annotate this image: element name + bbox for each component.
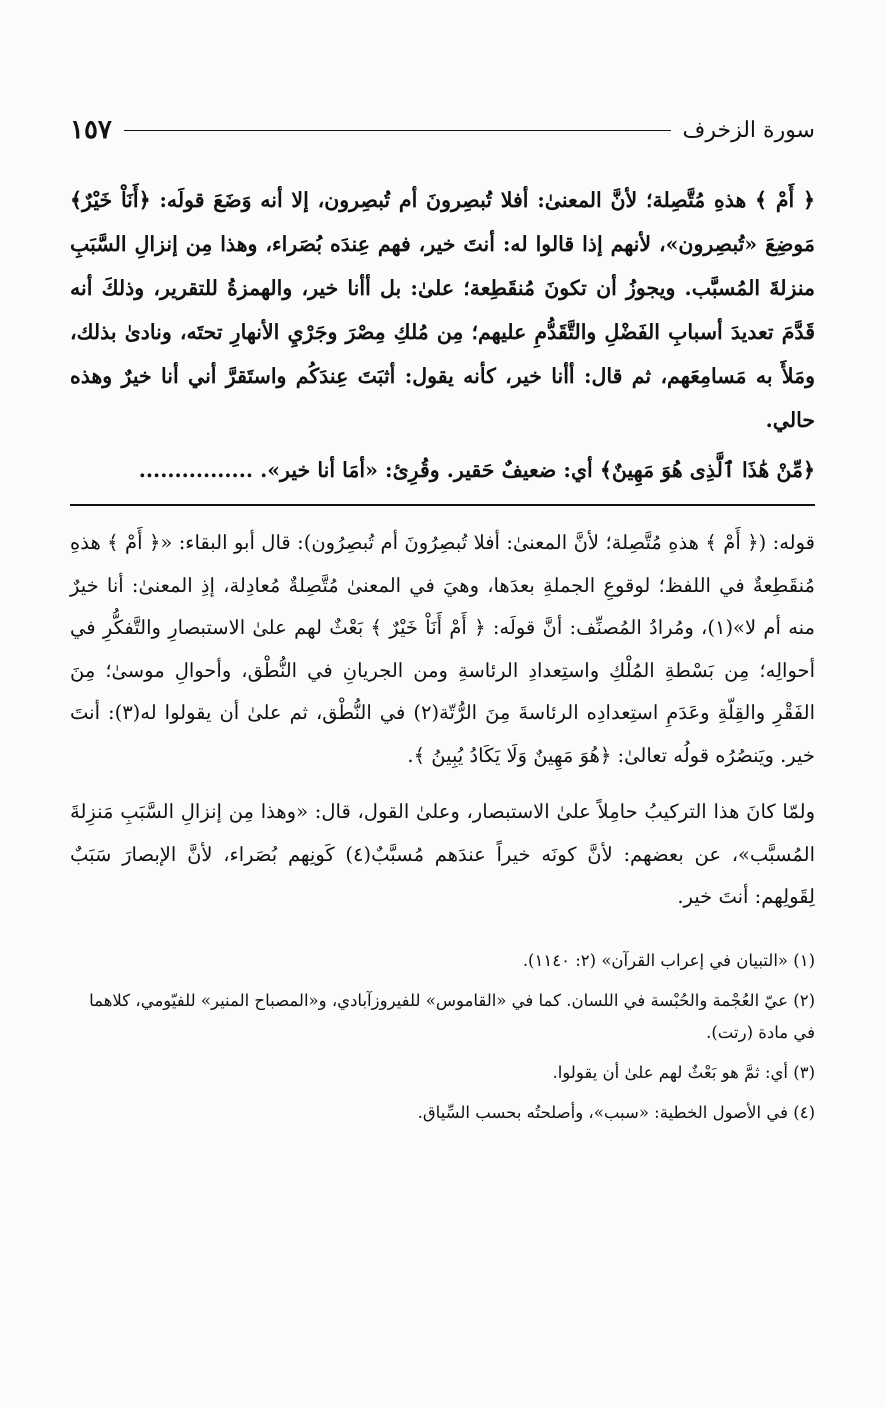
section-divider <box>70 504 815 506</box>
page-header <box>70 100 815 160</box>
page-number: ١٥٧ <box>70 115 112 145</box>
commentary-paragraph: ولمّا كانَ هذا التركيبُ حامِلاً علىٰ الاستبصار، وعلىٰ القول، قال: «وهذا مِن إنزالِ السَّبَبِ مَنزِلةَ المُسبَّب»، عن بعضهم: لأنَّ كونَه خيراً عندَهم مُسبَّبٌ(٤) كَونِهم بُصَراء، لأنَّ الإبصارَ سَبَبٌ لِقَولِهم: أنتَ خير. <box>70 800 815 908</box>
header-rule <box>124 130 671 131</box>
footnote: (٢) عيّ العُجْمة والحُبْسة في اللسان. كما في «القاموس» للفيروزآبادي، و«المصباح المنير» للفيّومي، كلاهما في مادة (رتت). <box>89 990 815 1042</box>
footnote: (٤) في الأصول الخطية: «سبب»، وأصلحتُه بحسب السِّياق. <box>417 1102 815 1122</box>
footnote: (١) «التبيان في إعراب القرآن» (٢: ١١٤٠). <box>522 950 815 970</box>
footnotes <box>70 945 815 1129</box>
main-paragraph: ﴿ أَمْ ﴾ هذهِ مُتَّصِلة؛ لأنَّ المعنىٰ: أفلا تُبصِرونَ أم تُبصِرون، إلا أنه وَضَعَ قولَه: ﴿أَنَاْ خَيْرٌ﴾ مَوضِعَ «تُبصِرون»، لأنهم إذا قالوا له: أنتَ خير، فهم عِندَه بُصَراء، وهذا مِن إنزالِ السَّبَبِ منزلةَ المُسبَّب. ويجوزُ أن تكونَ مُنقَطِعة؛ علىٰ: بل أأنا خير، والهمزةُ للتقرير، وذلكَ أنه قَدَّمَ تعديدَ أسبابِ الفَضْلِ والتَّقَدُّمِ عليهم؛ مِن مُلكِ مِصْرَ وجَرْيِ الأنهارِ تحتَه، ونادىٰ بذلك، ومَلأَ به مَسامِعَهم، ثم قال: أأنا خير، كأنه يقول: أثبَتَ عِندَكُم واستَقرَّ أني أنا خيرٌ وهذه حالي. <box>70 188 815 432</box>
footnote: (٣) أي: ثمَّ هو بَعْثٌ لهم علىٰ أن يقولوا. <box>552 1062 815 1082</box>
book-page <box>70 100 815 1137</box>
surah-title: سورة الزخرف <box>682 117 815 143</box>
main-paragraph: ﴿مِّنْ هَٰذَا ٱلَّذِى هُوَ مَهِينٌ﴾ أي: ضعيفٌ حَقير. وقُرِئ: «أمَا أنا خير». ................ <box>138 458 815 482</box>
commentary-paragraph: قوله: (﴿ أَمْ ﴾ هذهِ مُتَّصِلة؛ لأنَّ المعنىٰ: أفلا تُبصِرُونَ أم تُبصِرُون): قال أبو البقاء: «﴿ أَمْ ﴾ هذهِ مُنقَطِعةٌ في اللفظ؛ لوقوعِ الجملةِ بعدَها، وهيَ في المعنىٰ مُتَّصِلةٌ مُعادِلة، إذِ المعنىٰ: أنا خيرٌ منه أم لا»(١)، ومُرادُ المُصنِّف: أنَّ قولَه: ﴿ أَمْ أَنَاْ خَيْرٌ ﴾ بَعْثٌ لهم علىٰ الاستبصارِ والتَّفكُّرِ في أحوالِه؛ مِن بَسْطةِ المُلْكِ واستِعدادِ الرئاسةِ ومن الجريانِ في النُّطْق، وأحوالِ موسىٰ؛ مِنَ الفَقْرِ والقِلّةِ وعَدَمِ استِعدادِه الرئاسةَ مِنَ الرُّتّة(٢) في النُّطْق، ثم علىٰ أن يقولوا له(٣): أنتَ خير. ويَنصُرُه قولُه تعالىٰ: ﴿هُوَ مَهِينٌ وَلَا يَكَادُ يُبِينُ ﴾. <box>70 531 816 767</box>
main-text <box>70 178 815 492</box>
commentary <box>70 522 815 919</box>
